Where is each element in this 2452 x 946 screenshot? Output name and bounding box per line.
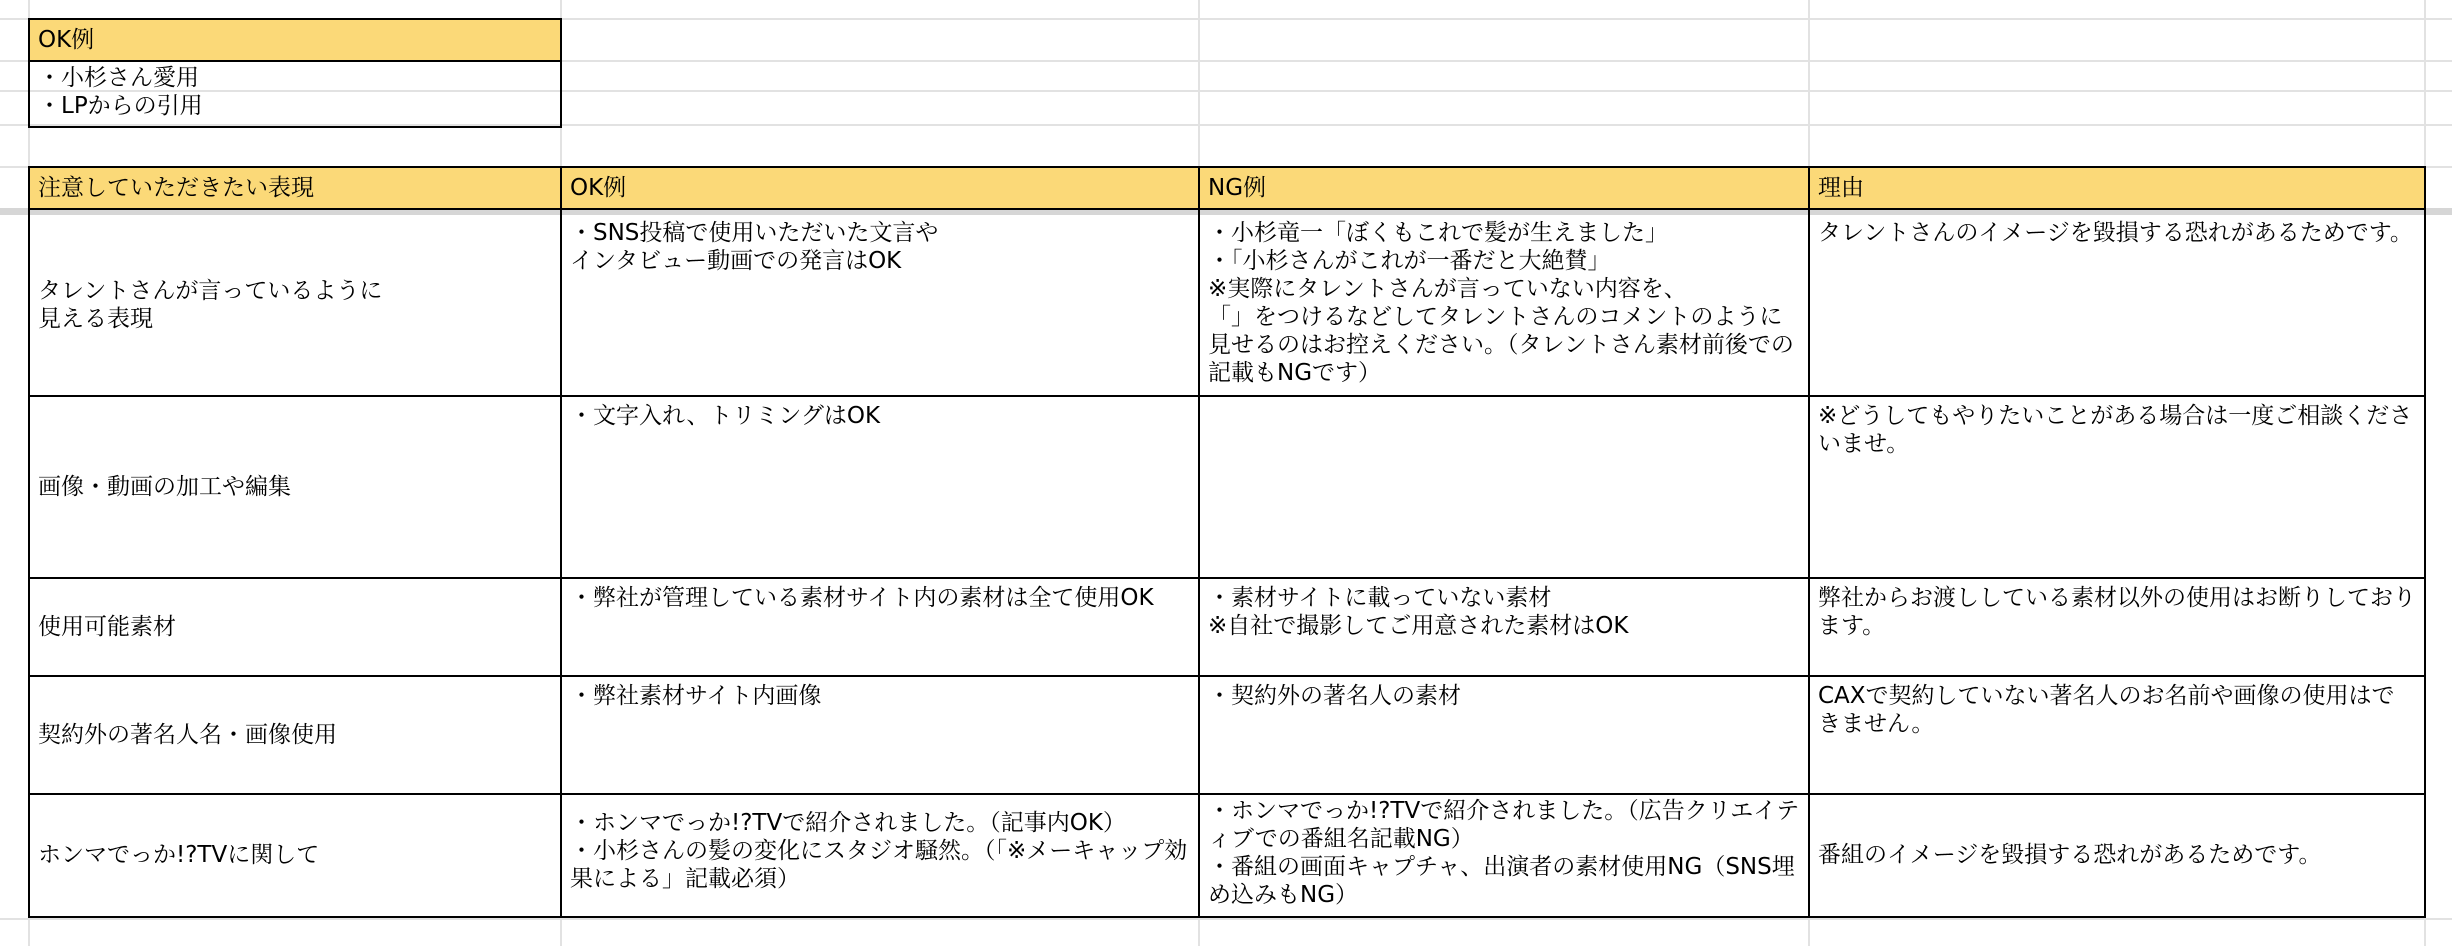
ok-cell[interactable]: ・SNS投稿で使用いただいた文言や インタビュー動画での発言はOK bbox=[570, 220, 939, 274]
expression-cell[interactable] bbox=[30, 215, 560, 395]
ok-cell[interactable]: ・弊社が管理している素材サイト内の素材は全て使用OK bbox=[570, 585, 1154, 611]
ng-cell[interactable] bbox=[1200, 397, 1808, 577]
expression-cell[interactable] bbox=[30, 397, 560, 577]
expression-cell[interactable] bbox=[30, 579, 560, 675]
ok-cell[interactable]: ・文字入れ、トリミングはOK bbox=[570, 403, 881, 429]
reason-cell[interactable]: 弊社からお渡ししている素材以外の使用はお断りしております。 bbox=[1818, 585, 2416, 639]
column-header-reason[interactable]: 理由 bbox=[1810, 168, 2424, 208]
ok-box-content[interactable]: ・小杉さん愛用 ・LPからの引用 bbox=[38, 65, 203, 119]
column-header-ok[interactable]: OK例 bbox=[562, 168, 1198, 208]
ok-cell[interactable]: ・ホンマでっか!?TVで紹介されました。（記事内OK） ・小杉さんの髪の変化にスタジオ騒然。（「※メーキャップ効果による」記載必須） bbox=[570, 810, 1188, 892]
reason-text: 番組のイメージを毀損する恐れがあるためです。 bbox=[1818, 842, 2322, 868]
ng-cell[interactable]: ・ホンマでっか!?TVで紹介されました。（広告クリエイティブでの番組名記載NG） ・番組の画面キャプチャ、出演者の素材使用NG（SNS埋め込みもNG） bbox=[1208, 798, 1800, 908]
reason-cell[interactable] bbox=[1810, 795, 2424, 915]
expression-text: 契約外の著名人名・画像使用 bbox=[38, 722, 337, 748]
reason-cell[interactable]: CAXで契約していない著名人のお名前や画像の使用はできません。 bbox=[1818, 683, 2395, 737]
reason-cell[interactable]: タレントさんのイメージを毀損する恐れがあるためです。 bbox=[1818, 220, 2413, 246]
expression-text: ホンマでっか!?TVに関して bbox=[38, 842, 320, 868]
expression-text: 使用可能素材 bbox=[38, 614, 176, 640]
expression-cell[interactable] bbox=[30, 795, 560, 915]
expression-cell[interactable] bbox=[30, 677, 560, 793]
column-header-expression[interactable]: 注意していただきたい表現 bbox=[30, 168, 560, 208]
ng-cell[interactable]: ・素材サイトに載っていない素材 ※自社で撮影してご用意された素材はOK bbox=[1208, 585, 1629, 639]
ng-cell[interactable]: ・小杉竜一「ぼくもこれで髪が生えました」 ・「小杉さんがこれが一番だと大絶賛」 ※実際にタレントさんが言っていない内容を、 「」をつけるなどしてタレントさんのコメントのように見せるのはお控えください。（タレントさん素材前後での記載もNGです） bbox=[1208, 220, 1794, 386]
ok-box-header[interactable]: OK例 bbox=[30, 20, 560, 60]
column-header-ng[interactable]: NG例 bbox=[1200, 168, 1808, 208]
reason-cell[interactable]: ※どうしてもやりたいことがある場合は一度ご相談くださいませ。 bbox=[1818, 403, 2413, 457]
ng-cell[interactable]: ・契約外の著名人の素材 bbox=[1208, 683, 1461, 709]
ok-cell[interactable]: ・弊社素材サイト内画像 bbox=[570, 683, 822, 709]
expression-text: タレントさんが言っているように 見える表現 bbox=[38, 278, 383, 332]
expression-text: 画像・動画の加工や編集 bbox=[38, 474, 291, 500]
